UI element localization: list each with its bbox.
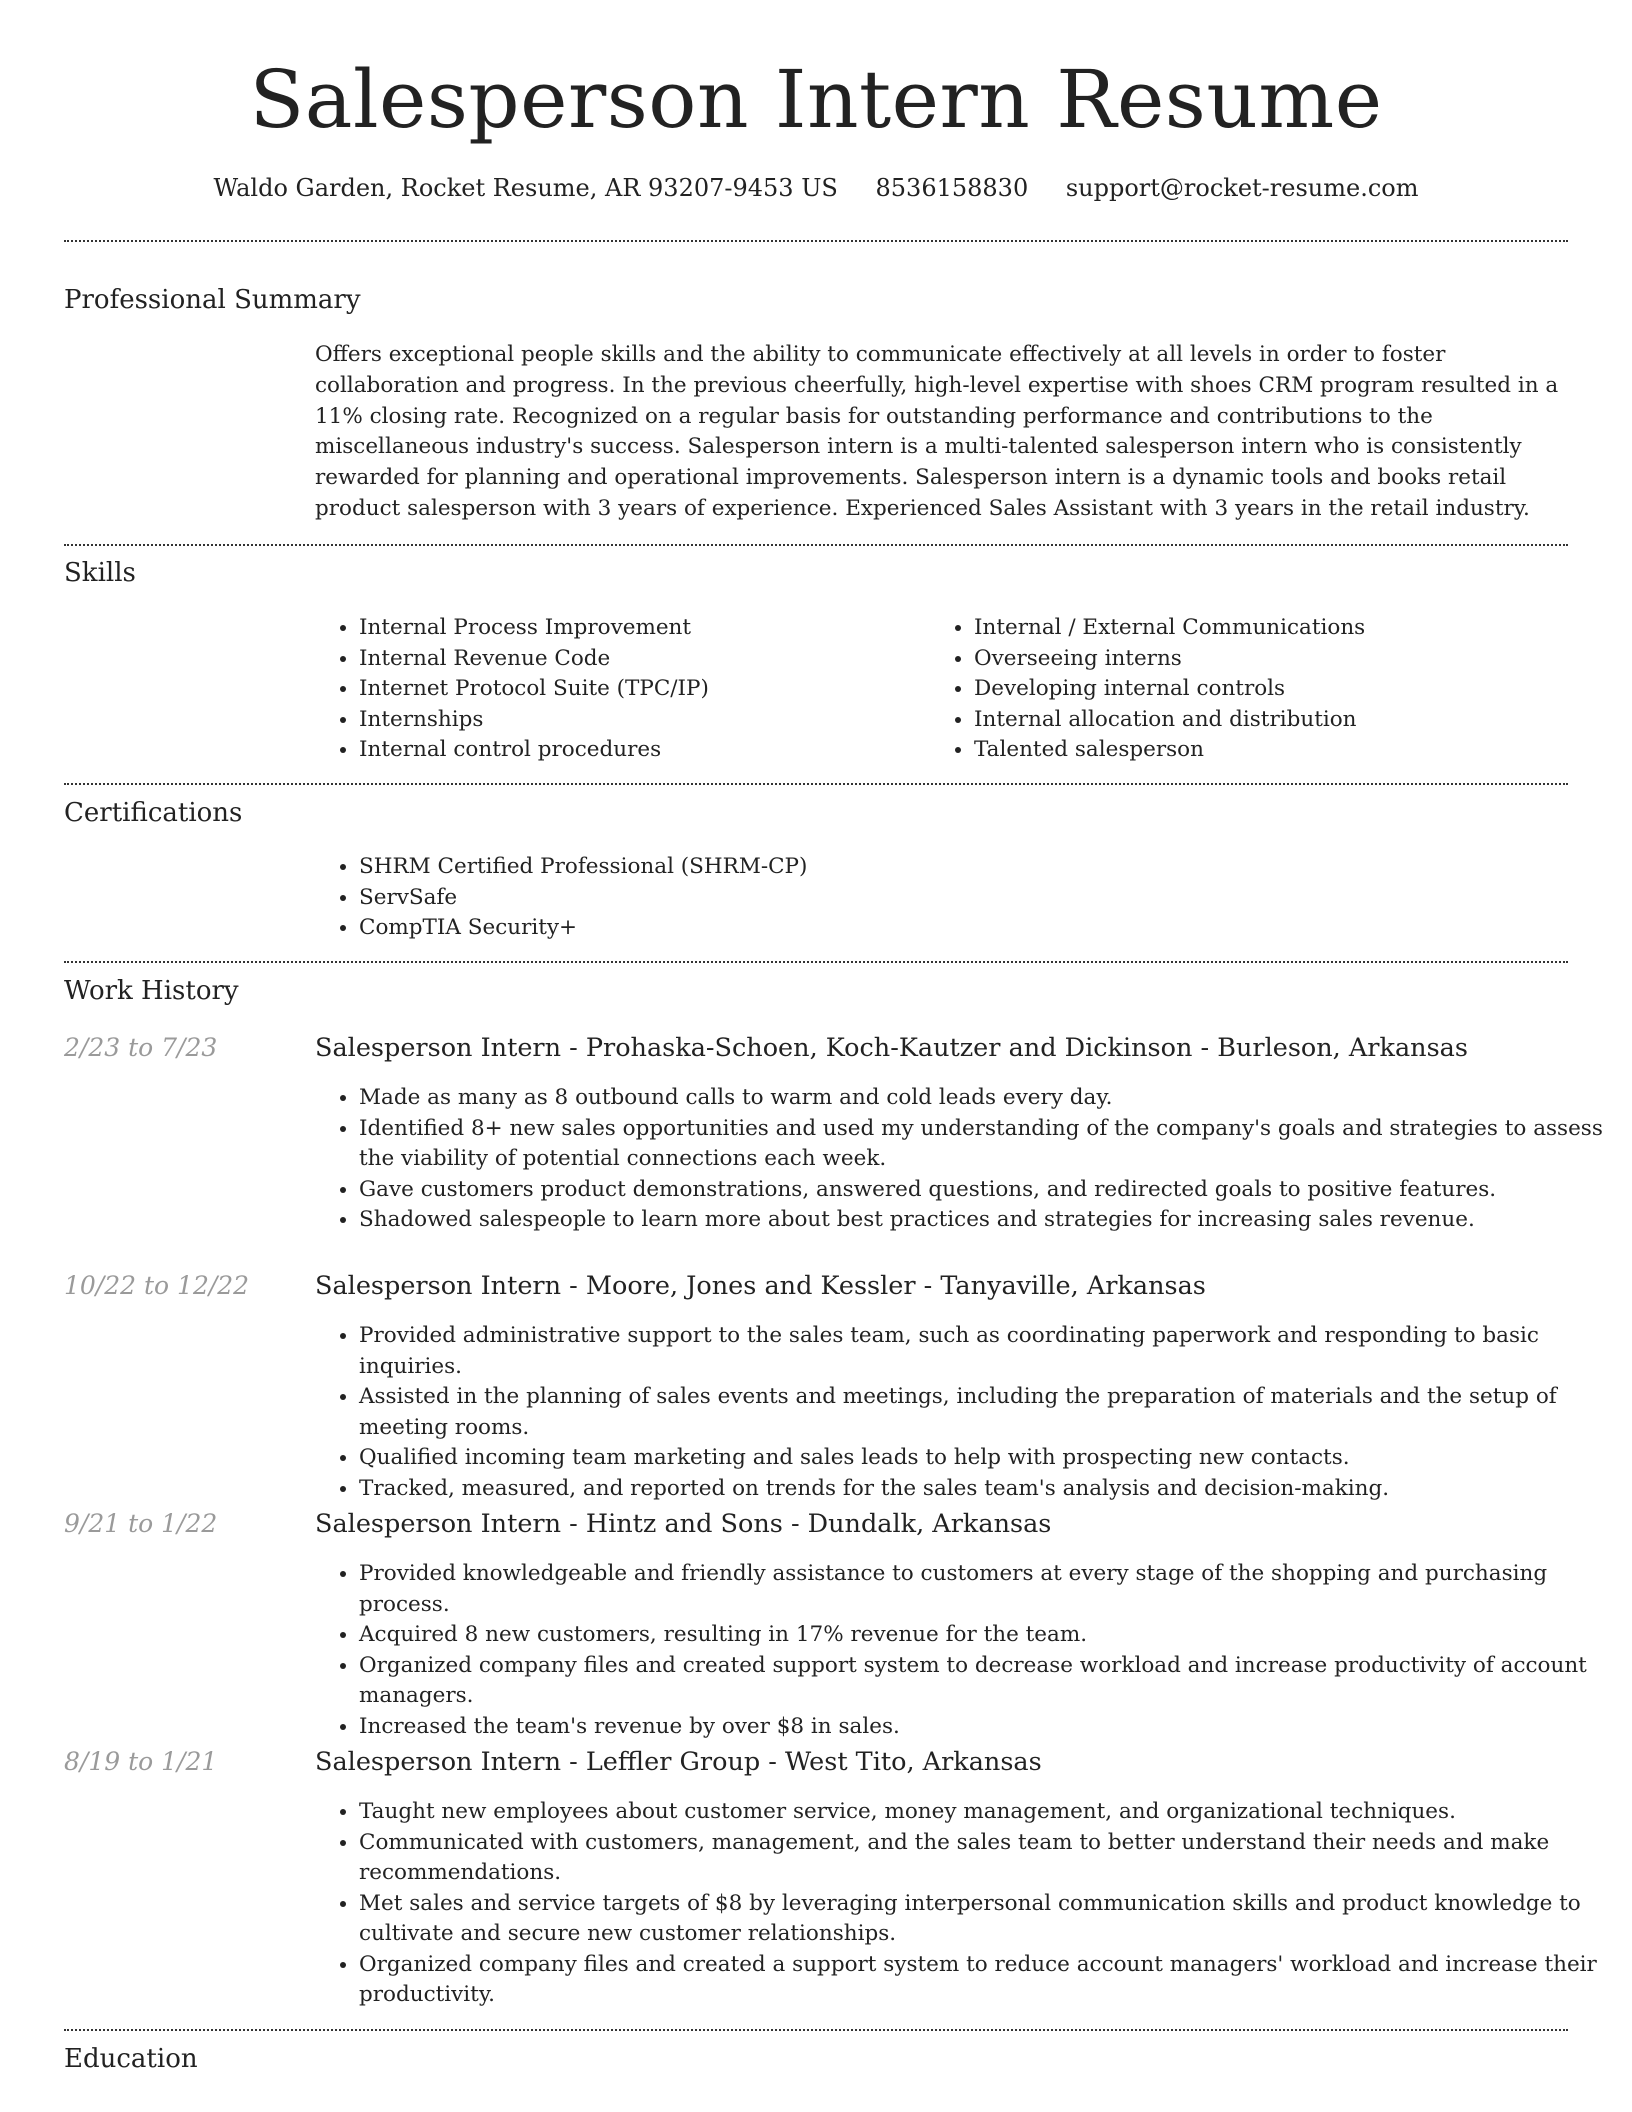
work-history-divider [64, 2029, 1568, 2031]
job-bullet: • Assisted in the planning of sales events and meetings, including the preparation of materials and the setup of meeting rooms. [359, 1382, 1609, 1443]
certifications-divider [64, 961, 1568, 963]
certifications-heading: Certifications [64, 798, 243, 828]
job-title: Salesperson Intern - Hintz and Sons - Dundalk, Arkansas [315, 1509, 1052, 1539]
address-text: Waldo Garden, Rocket Resume, AR 93207-9453 US [213, 174, 838, 202]
job-bullets [315, 1797, 1609, 2011]
skill-item: • Internships [359, 705, 919, 736]
header-divider [64, 240, 1568, 242]
phone-text: 8536158830 [875, 174, 1029, 202]
contact-line [0, 170, 1632, 206]
job-bullet: • Acquired 8 new customers, resulting in 17% revenue for the team. [359, 1620, 1609, 1651]
skill-item: • Developing internal controls [974, 674, 1604, 705]
job-dates: 8/19 to 1/21 [64, 1747, 218, 1776]
certification-item: • SHRM Certified Professional (SHRM-CP) [359, 852, 1609, 883]
job-bullet: • Organized company files and created a support system to reduce account managers' workload and increase their productivity. [359, 1950, 1609, 2011]
job-bullet: • Shadowed salespeople to learn more about best practices and strategies for increasing sales revenue. [359, 1205, 1609, 1236]
skills-list-right [930, 613, 1604, 766]
skill-item: • Internet Protocol Suite (TPC/IP) [359, 674, 919, 705]
skill-item: • Talented salesperson [974, 735, 1604, 766]
job-bullets [315, 1083, 1609, 1236]
job-bullets [315, 1321, 1609, 1504]
job-bullet: • Organized company files and created support system to decrease workload and increase productivity of account managers. [359, 1651, 1609, 1712]
summary-divider [64, 544, 1568, 546]
email-text: support@rocket-resume.com [1065, 174, 1419, 202]
job-bullet: • Tracked, measured, and reported on trends for the sales team's analysis and decision-making. [359, 1474, 1609, 1505]
job-bullet: • Qualified incoming team marketing and sales leads to help with prospecting new contacts. [359, 1443, 1609, 1474]
job-title: Salesperson Intern - Leffler Group - West Tito, Arkansas [315, 1747, 1042, 1777]
job-dates: 10/22 to 12/22 [64, 1271, 250, 1300]
job-title: Salesperson Intern - Moore, Jones and Kessler - Tanyaville, Arkansas [315, 1271, 1206, 1301]
skill-item: • Internal / External Communications [974, 613, 1604, 644]
job-bullets [315, 1559, 1609, 1742]
skill-item: • Internal allocation and distribution [974, 705, 1604, 736]
job-dates: 9/21 to 1/22 [64, 1509, 218, 1538]
certification-item: • ServSafe [359, 883, 1609, 914]
job-bullet: • Increased the team's revenue by over $8 in sales. [359, 1712, 1609, 1743]
skills-divider [64, 783, 1568, 785]
skill-item: • Overseeing interns [974, 644, 1604, 675]
job-bullet: • Provided knowledgeable and friendly assistance to customers at every stage of the shopping and purchasing process. [359, 1559, 1609, 1620]
job-bullet: • Taught new employees about customer service, money management, and organizational techniques. [359, 1797, 1609, 1828]
summary-text: Offers exceptional people skills and the ability to communicate effectively at all levels in order to foster collaboration and progress. In the previous cheerfully, high-level expertise with shoes CRM program resulted in a 11% closing rate. Recognized on a regular basis for outstanding performance and contributions to the miscellaneous industry's success. Salesperson intern is a multi-talented salesperson intern who is consistently rewarded for planning and operational improvements. Salesperson intern is a dynamic tools and books retail product salesperson with 3 years of experience. Experienced Sales Assistant with 3 years in the retail industry. [315, 342, 1559, 521]
summary-heading: Professional Summary [64, 285, 361, 315]
education-heading: Education [64, 2044, 198, 2074]
job-bullet: • Identified 8+ new sales opportunities and used my understanding of the company's goals and strategies to assess the viability of potential connections each week. [359, 1114, 1609, 1175]
resume-title: Salesperson Intern Resume [249, 53, 1383, 146]
job-title: Salesperson Intern - Prohaska-Schoen, Koch-Kautzer and Dickinson - Burleson, Arkansas [315, 1033, 1468, 1063]
skills-heading: Skills [64, 558, 136, 588]
job-bullet: • Met sales and service targets of $8 by leveraging interpersonal communication skills and product knowledge to cultivate and secure new customer relationships. [359, 1889, 1609, 1950]
job-bullet: • Communicated with customers, management, and the sales team to better understand their needs and make recommendations. [359, 1828, 1609, 1889]
job-bullet: • Provided administrative support to the sales team, such as coordinating paperwork and responding to basic inquiries. [359, 1321, 1609, 1382]
skill-item: • Internal control procedures [359, 735, 919, 766]
job-dates: 2/23 to 7/23 [64, 1033, 218, 1062]
job-bullet: • Made as many as 8 outbound calls to warm and cold leads every day. [359, 1083, 1609, 1114]
certifications-list [315, 852, 1609, 944]
skills-list-left [315, 613, 919, 766]
skill-item: • Internal Revenue Code [359, 644, 919, 675]
job-bullet: • Gave customers product demonstrations, answered questions, and redirected goals to positive features. [359, 1175, 1609, 1206]
certification-item: • CompTIA Security+ [359, 913, 1609, 944]
skill-item: • Internal Process Improvement [359, 613, 919, 644]
work-history-heading: Work History [64, 976, 239, 1006]
